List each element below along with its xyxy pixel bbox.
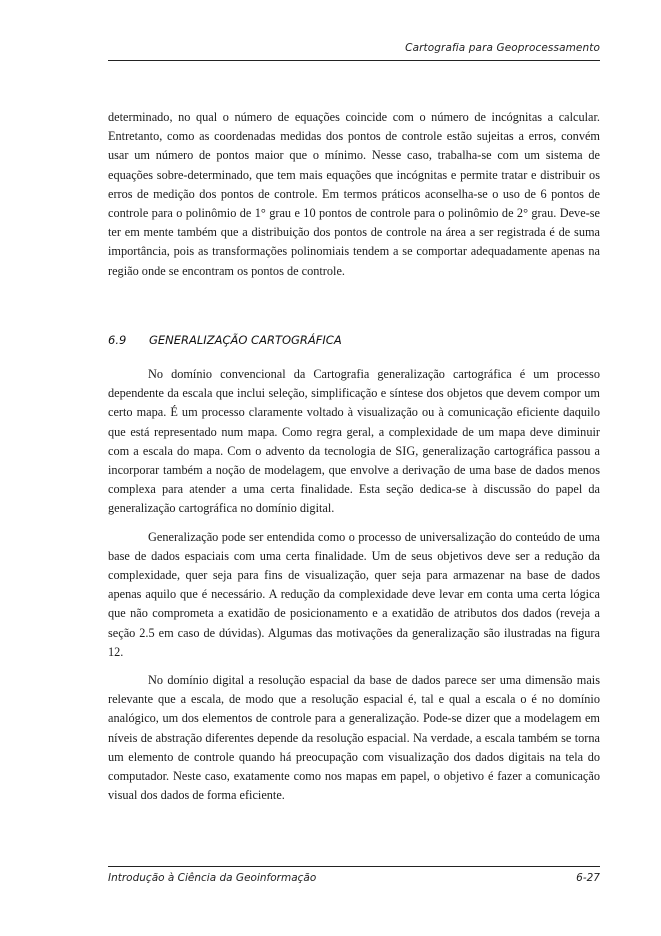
page-header	[108, 42, 600, 61]
section-body	[108, 365, 600, 805]
footer-book-title: Introdução à Ciência da Geoinformação	[108, 872, 317, 884]
page-number: 6-27	[576, 872, 600, 884]
body-text	[108, 108, 600, 281]
paragraph: Generalização pode ser entendida como o processo de universalização do conteúdo de uma base de dados espaciais com uma certa finalidade. Um de seus objetivos deve ser a redução da complexidade, quer seja para fins de visualização, quer seja para armazenar na base de dados apenas aquilo que é necessário. A redução da complexidade deve levar em conta uma certa lógica que não comprometa a exatidão de posicionamento e a exatidão de atributos dos dados (reveja a seção 2.5 em caso de dúvidas). Algumas das motivações da generalização são ilustradas na figura 12.	[108, 529, 600, 659]
running-header-title: Cartografia para Geoprocessamento	[405, 42, 600, 54]
section-number: 6.9	[108, 333, 127, 347]
continuation-paragraph: determinado, no qual o número de equações coincide com o número de incógnitas a calcular. Entretanto, como as coordenadas medidas dos pontos de controle estão sujeitas a erros, convém usar um número de pontos maior que o mínimo. Nesse caso, trabalha-se com um sistema de equações sobre-determinado, que tem mais equações que incógnitas e permite tratar e distribuir os erros de medição dos pontos de controle. Em termos práticos aconselha-se o uso de 6 pontos de controle para o polinômio de 1° grau e 10 pontos de controle para o polinômio de 2° grau. Deve-se ter em mente também que a distribuição dos pontos de controle na área a ser registrada é de suma importância, pois as transformações polinomiais tendem a se comportar adequadamente apenas na região onde se encontram os pontos de controle.	[108, 110, 600, 278]
paragraph: No domínio convencional da Cartografia generalização cartográfica é um processo dependente da escala que inclui seleção, simplificação e síntese dos objetos que devem compor um certo mapa. É um processo claramente voltado à visualização ou à comunicação eficiente daquilo que está representado num mapa. Como regra geral, a complexidade de um mapa deve diminuir com a escala do mapa. Com o advento da tecnologia de SIG, generalização cartográfica passou a incorporar também a noção de modelagem, que envolve a derivação de uma base de dados menos complexa para atender a uma certa finalidade. Esta seção dedica-se à discussão do papel da generalização cartográfica no domínio digital.	[108, 367, 600, 516]
section-title: GENERALIZAÇÃO CARTOGRÁFICA	[149, 333, 342, 347]
page-footer	[108, 866, 600, 887]
paragraph: No domínio digital a resolução espacial da base de dados parece ser uma dimensão mais relevante que a escala, de modo que a resolução espacial é, tal e qual a escala o é no domínio analógico, um dos elementos de controle para a generalização. Pode-se dizer que a modelagem em níveis de abstração diferentes depende da resolução espacial. Na verdade, a escala também se torna um elemento de controle quando há preocupação com visualização dos dados digitais na tela do computador. Neste caso, exatamente como nos mapas em papel, o objetivo é fazer a comunicação visual dos dados de forma eficiente.	[108, 673, 600, 803]
section-heading	[108, 333, 600, 347]
